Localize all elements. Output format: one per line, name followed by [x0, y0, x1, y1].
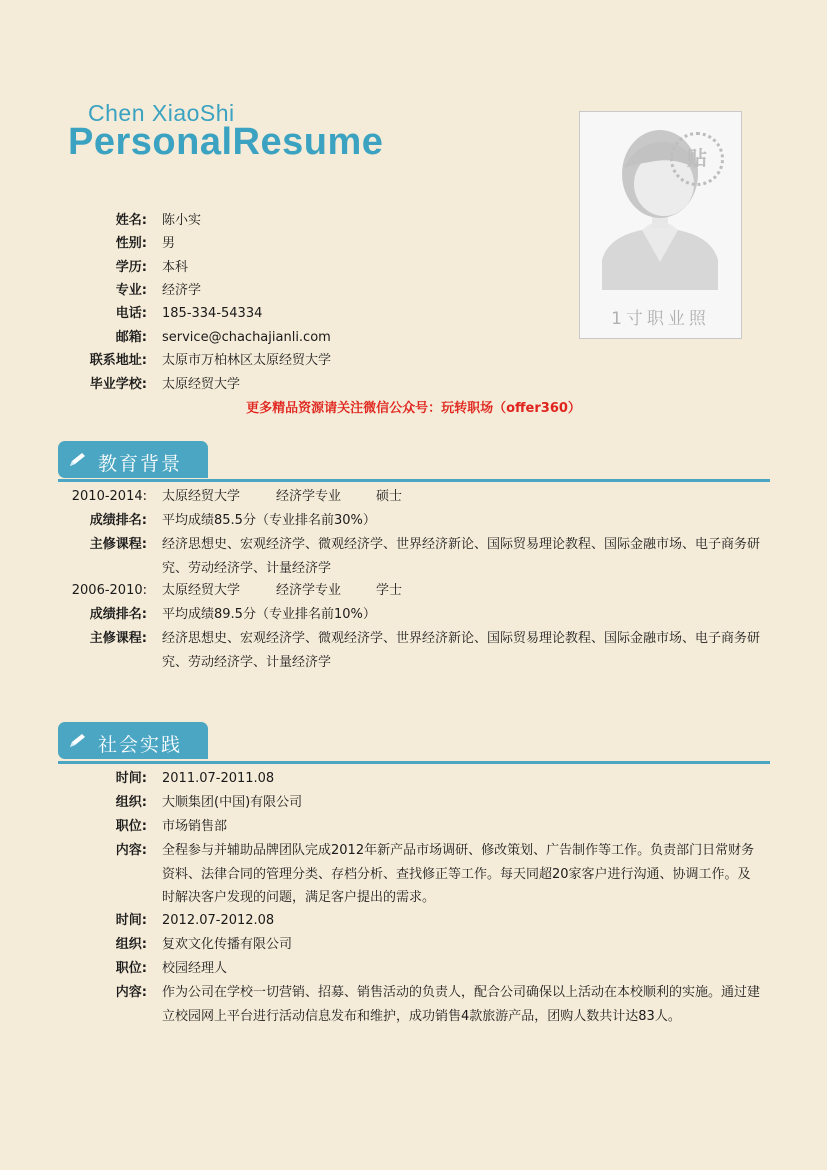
profile-gender: 男 — [162, 236, 176, 251]
stamp-icon: 贴 — [670, 132, 724, 186]
profile-label: 电话: — [115, 306, 147, 321]
practice-org: 大顺集团(中国)有限公司 — [162, 795, 303, 810]
wechat-notice: 更多精品资源请关注微信公众号：玩转职场（offer360） — [246, 401, 581, 416]
profile-phone: 185-334-54334 — [162, 306, 263, 321]
resume-title: PersonalResume — [68, 121, 384, 163]
edu-period: 2010-2014: — [71, 489, 147, 504]
profile-label: 联系地址: — [89, 353, 147, 368]
practice-time-label: 时间: — [115, 771, 147, 786]
edu-degree: 学士 — [376, 583, 403, 598]
edu-major: 经济学专业 — [276, 489, 342, 504]
education-divider — [58, 479, 770, 482]
resume-name-en: Chen XiaoShi — [88, 100, 235, 126]
practice-divider — [58, 761, 770, 764]
practice-position-label: 职位: — [115, 961, 147, 976]
profile-label: 邮箱: — [115, 330, 147, 345]
edu-score: 平均成绩89.5分（专业排名前10%） — [162, 607, 376, 622]
profile-label: 毕业学校: — [89, 377, 147, 392]
edu-score-label: 成绩排名: — [89, 513, 147, 528]
profile-major: 经济学 — [162, 283, 202, 298]
practice-time-label: 时间: — [115, 913, 147, 928]
pencil-icon — [68, 733, 88, 749]
practice-content-label: 内容: — [115, 985, 147, 1000]
edu-school: 太原经贸大学 — [162, 583, 241, 598]
edu-score-label: 成绩排名: — [89, 607, 147, 622]
practice-content-label: 内容: — [115, 843, 147, 858]
profile-label: 学历: — [115, 260, 147, 275]
edu-courses-label: 主修课程: — [89, 631, 147, 646]
practice-position: 市场销售部 — [162, 819, 228, 834]
profile-address: 太原市万柏林区太原经贸大学 — [162, 353, 332, 368]
practice-org: 复欢文化传播有限公司 — [162, 937, 293, 952]
profile-label: 专业: — [115, 283, 147, 298]
edu-courses: 经济思想史、宏观经济学、微观经济学、世界经济新论、国际贸易理论教程、国际金融市场、电子商务研究、劳动经济学、计量经济学 — [162, 631, 761, 670]
education-title: 教育背景 — [98, 453, 183, 475]
profile-school: 太原经贸大学 — [162, 377, 241, 392]
pencil-icon — [68, 452, 88, 468]
edu-courses: 经济思想史、宏观经济学、微观经济学、世界经济新论、国际贸易理论教程、国际金融市场、电子商务研究、劳动经济学、计量经济学 — [162, 537, 761, 576]
profile-label: 性别: — [115, 236, 147, 251]
practice-title: 社会实践 — [98, 734, 183, 756]
practice-content: 全程参与并辅助品牌团队完成2012年新产品市场调研、修改策划、广告制作等工作。负责部门日常财务资料、法律合同的管理分类、存档分析、查找修正等工作。每天同超20家客户进行沟通、协调工作。及时解决客户发现的问题，满足客户提出的需求。 — [162, 843, 755, 905]
practice-section-header — [58, 722, 208, 759]
profile-email: service@chachajianli.com — [162, 330, 331, 345]
practice-org-label: 组织: — [115, 937, 147, 952]
profile-education: 本科 — [162, 260, 189, 275]
practice-org-label: 组织: — [115, 795, 147, 810]
edu-score: 平均成绩85.5分（专业排名前30%） — [162, 513, 376, 528]
edu-courses-label: 主修课程: — [89, 537, 147, 552]
photo-placeholder — [579, 111, 742, 339]
practice-position: 校园经理人 — [162, 961, 228, 976]
practice-content: 作为公司在学校一切营销、招募、销售活动的负责人，配合公司确保以上活动在本校顺利的实施。通过建立校园网上平台进行活动信息发布和维护，成功销售4款旅游产品，团购人数共计达83人。 — [162, 985, 761, 1024]
practice-time: 2012.07-2012.08 — [162, 913, 275, 928]
education-section-header — [58, 441, 208, 478]
profile-label: 姓名: — [115, 213, 147, 228]
practice-position-label: 职位: — [115, 819, 147, 834]
edu-school: 太原经贸大学 — [162, 489, 241, 504]
practice-time: 2011.07-2011.08 — [162, 771, 275, 786]
edu-period: 2006-2010: — [71, 583, 147, 598]
profile-name: 陈小实 — [162, 213, 202, 228]
edu-major: 经济学专业 — [276, 583, 342, 598]
edu-degree: 硕士 — [376, 489, 403, 504]
photo-caption: 1寸职业照 — [611, 309, 710, 329]
